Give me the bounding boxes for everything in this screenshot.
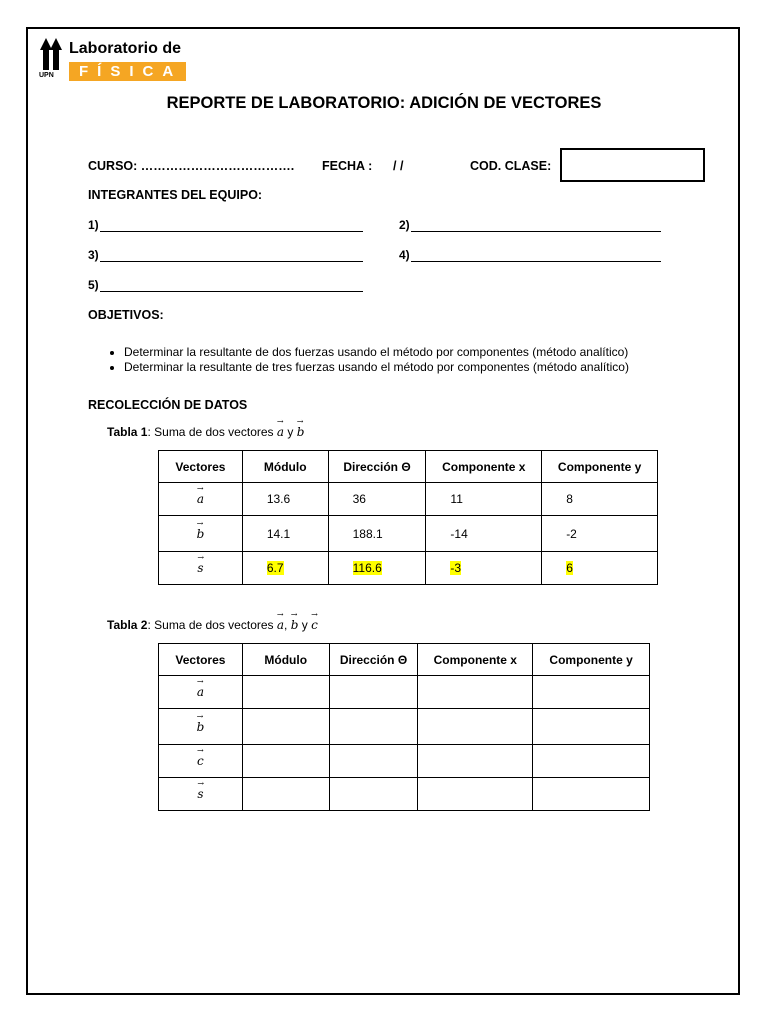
member-field-2[interactable] — [399, 218, 661, 232]
vector-b-symbol: → b — [297, 425, 305, 439]
vector-cell — [159, 483, 243, 516]
componente-x-cell[interactable] — [418, 745, 533, 778]
objetivos-label: OBJETIVOS: — [88, 308, 164, 322]
componente-y-cell[interactable] — [533, 676, 650, 709]
modulo-cell[interactable]: 14.1 — [242, 516, 328, 552]
modulo-cell[interactable]: 13.6 — [242, 483, 328, 516]
member-field-1[interactable] — [88, 218, 363, 232]
table-row — [159, 516, 658, 552]
member-field-4[interactable] — [399, 248, 661, 262]
objectives-list — [88, 345, 629, 375]
member-number: 1) — [88, 218, 99, 232]
header-vectores: Vectores — [159, 644, 243, 676]
member-number: 4) — [399, 248, 410, 262]
modulo-cell[interactable] — [242, 676, 329, 709]
vector-symbol: → b — [197, 720, 205, 734]
vector-cell — [159, 552, 243, 585]
modulo-cell[interactable] — [242, 552, 328, 585]
header-direccion: Dirección Θ — [328, 451, 426, 483]
highlighted-value: -3 — [450, 561, 462, 575]
header-componente-y: Componente y — [533, 644, 650, 676]
componente-y-cell[interactable]: -2 — [542, 516, 658, 552]
table2-caption — [107, 618, 318, 632]
logo-title: Laboratorio de — [69, 40, 182, 57]
table1 — [158, 450, 658, 585]
direccion-cell[interactable]: 36 — [328, 483, 426, 516]
header-direccion: Dirección Θ — [329, 644, 418, 676]
componente-y-cell[interactable] — [542, 552, 658, 585]
member-number: 3) — [88, 248, 99, 262]
table-row — [159, 676, 650, 709]
header-modulo: Módulo — [242, 451, 328, 483]
table2-caption-text: : Suma de dos vectores — [147, 618, 277, 632]
curso-label: CURSO: ………………………………. — [88, 159, 295, 173]
componente-x-cell[interactable] — [418, 778, 533, 811]
vector-a-symbol: → a — [277, 425, 284, 439]
vector-b-symbol: → b — [291, 618, 299, 632]
header-componente-y: Componente y — [542, 451, 658, 483]
objective-item: • Determinar la resultante de tres fuerzas usando el método por componentes (método analítico) — [124, 360, 629, 375]
componente-x-cell[interactable] — [418, 709, 533, 745]
cod-clase-label: COD. CLASE: — [470, 159, 552, 173]
recoleccion-label: RECOLECCIÓN DE DATOS — [88, 398, 248, 412]
vector-symbol: → s — [197, 787, 203, 801]
direccion-cell[interactable] — [329, 745, 418, 778]
table2 — [158, 643, 650, 811]
integrantes-label: INTEGRANTES DEL EQUIPO: — [88, 188, 263, 202]
page-title: REPORTE DE LABORATORIO: ADICIÓN DE VECTORES — [166, 94, 602, 112]
table1-caption — [107, 425, 304, 439]
direccion-cell[interactable]: 188.1 — [328, 516, 426, 552]
componente-y-cell[interactable]: 8 — [542, 483, 658, 516]
direccion-cell[interactable] — [329, 778, 418, 811]
vector-cell — [159, 709, 243, 745]
highlighted-value: 6.7 — [266, 561, 284, 575]
logo-fisica-band: FÍSICA — [69, 62, 186, 81]
table-row — [159, 709, 650, 745]
componente-x-cell[interactable]: 11 — [426, 483, 542, 516]
vector-symbol: → s — [197, 561, 203, 575]
table-row — [159, 552, 658, 585]
vector-a-symbol: → a — [277, 618, 284, 632]
componente-x-cell[interactable]: -14 — [426, 516, 542, 552]
caption-comma: , — [284, 618, 291, 632]
vector-cell — [159, 778, 243, 811]
vector-symbol: → b — [197, 527, 205, 541]
vector-cell — [159, 516, 243, 552]
componente-y-cell[interactable] — [533, 709, 650, 745]
cod-clase-box[interactable] — [560, 148, 705, 182]
componente-y-cell[interactable] — [533, 778, 650, 811]
vector-symbol: → a — [197, 685, 204, 699]
componente-x-cell[interactable] — [426, 552, 542, 585]
member-line — [411, 220, 661, 232]
member-field-3[interactable] — [88, 248, 363, 262]
header-componente-x: Componente x — [418, 644, 533, 676]
modulo-cell[interactable] — [242, 778, 329, 811]
table-row — [159, 745, 650, 778]
caption-and: y — [298, 618, 312, 632]
highlighted-value: 116.6 — [352, 561, 382, 575]
header-modulo: Módulo — [242, 644, 329, 676]
member-line — [100, 220, 363, 232]
table1-caption-bold: Tabla 1 — [107, 425, 148, 439]
header-componente-x: Componente x — [426, 451, 542, 483]
member-line — [411, 250, 661, 262]
header-vectores: Vectores — [159, 451, 243, 483]
fecha-label: FECHA : — [322, 159, 373, 173]
member-line — [100, 280, 363, 292]
vector-c-symbol: → c — [311, 618, 318, 632]
vector-cell — [159, 745, 243, 778]
vector-cell — [159, 676, 243, 709]
table-row — [159, 778, 650, 811]
direccion-cell[interactable] — [329, 709, 418, 745]
vector-symbol: → a — [197, 492, 204, 506]
direccion-cell[interactable] — [328, 552, 426, 585]
direccion-cell[interactable] — [329, 676, 418, 709]
member-number: 5) — [88, 278, 99, 292]
objective-item: • Determinar la resultante de dos fuerzas usando el método por componentes (método analítico) — [124, 345, 629, 360]
fecha-separators: / / — [393, 159, 404, 173]
caption-and: y — [284, 425, 297, 439]
modulo-cell[interactable] — [242, 709, 329, 745]
componente-x-cell[interactable] — [418, 676, 533, 709]
member-field-5[interactable] — [88, 278, 363, 292]
logo-upn-text: UPN — [39, 72, 54, 79]
table-header-row — [159, 451, 658, 483]
member-number: 2) — [399, 218, 410, 232]
table-row — [159, 483, 658, 516]
componente-y-cell[interactable] — [533, 745, 650, 778]
member-line — [100, 250, 363, 262]
table2-caption-bold: Tabla 2 — [107, 618, 148, 632]
table-header-row — [159, 644, 650, 676]
modulo-cell[interactable] — [242, 745, 329, 778]
table1-caption-text: : Suma de dos vectores — [147, 425, 277, 439]
highlighted-value: 6 — [566, 561, 573, 575]
vector-symbol: → c — [197, 754, 204, 768]
